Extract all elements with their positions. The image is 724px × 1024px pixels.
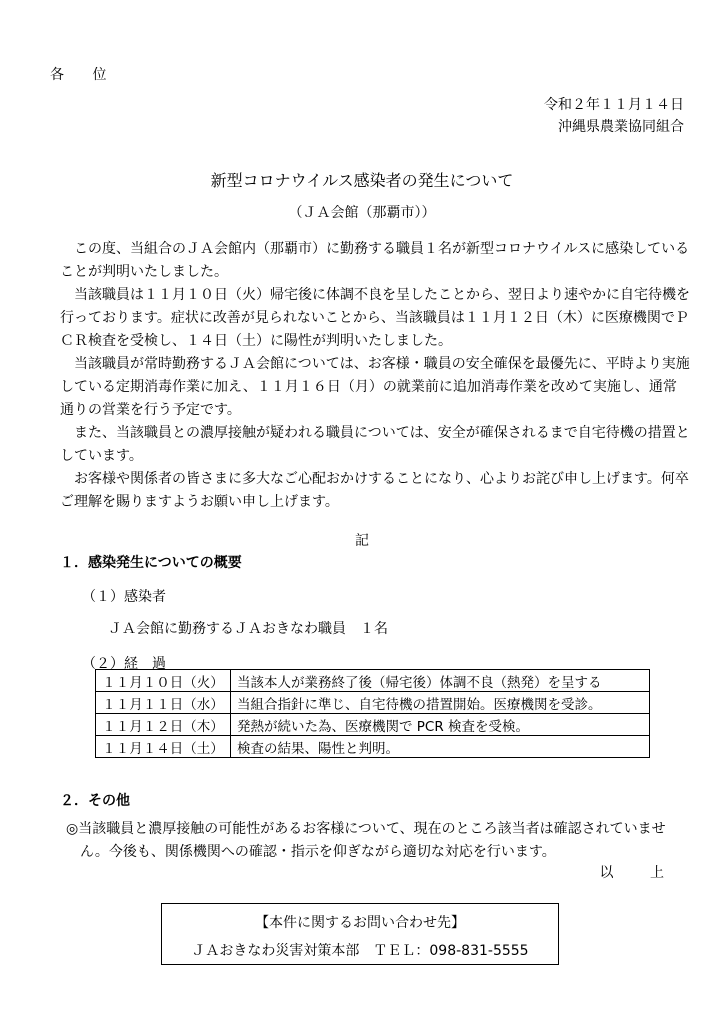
- contact-text: ＪＡおきなわ災害対策本部 ＴＥＬ：098-831-5555: [191, 943, 529, 959]
- timeline-table: [95, 669, 650, 758]
- body-paragraph: 当該職員は１１月１０日（火）帰宅後に体調不良を呈したことから、翌日より速やかに自宅待機を行っております。症状に改善が見られないことから、当該職員は１１月１２日（木）に医療機関でＰＣＲ検査を受検し、１４日（土）に陽性が判明いたしました。: [60, 287, 690, 349]
- table-row: [96, 736, 650, 758]
- body-paragraph: この度、当組合のＪＡ会館内（那覇市）に勤務する職員１名が新型コロナウイルスに感染していることが判明いたしました。: [60, 241, 690, 280]
- document-subtitle: （ＪＡ会館（那覇市））: [288, 205, 436, 221]
- table-row: [96, 714, 650, 736]
- timeline-date: １１月１０日（火）: [96, 670, 231, 692]
- timeline-event: 当該本人が業務終了後（帰宅後）体調不良（熱発）を呈する: [231, 670, 650, 692]
- body-paragraph: お客様や関係者の皆さまに多大なご心配おかけすることになり、心よりお詫び申し上げます。何卒ご理解を賜りますようお願い申し上げます。: [60, 471, 689, 510]
- section2-text-block: [66, 818, 690, 864]
- addressee: 各 位: [50, 67, 119, 83]
- organization-name: 沖縄県農業協同組合: [558, 119, 684, 135]
- infected-heading: （１）感染者: [82, 589, 166, 605]
- contact-heading: 【本件に関するお問い合わせ先】: [255, 915, 465, 931]
- section1-heading: １．感染発生についての概要: [60, 555, 242, 571]
- infected-text: ＪＡ会館に勤務するＪＡおきなわ職員 １名: [108, 621, 388, 637]
- document-title: 新型コロナウイルス感染者の発生について: [210, 171, 514, 190]
- issue-date: 令和２年１１月１４日: [544, 97, 684, 113]
- timeline-event: 当組合指針に準じ、自宅待機の措置開始。医療機関を受診。: [231, 692, 650, 714]
- body-text: [60, 238, 690, 514]
- body-paragraph: 当該職員が常時勤務するＪＡ会館については、お客様・職員の安全確保を最優先に、平時より実施している定期消毒作業に加え、１１月１６日（月）の就業前に追加消毒作業を改めて実施し、通常通りの営業を行う予定です。: [60, 356, 690, 418]
- section2-heading: ２．その他: [60, 793, 130, 809]
- closing-mark: 以 上: [599, 865, 680, 881]
- timeline-event: 検査の結果、陽性と判明。: [231, 736, 650, 758]
- timeline-date: １１月１１日（水）: [96, 692, 231, 714]
- ki-marker: 記: [355, 533, 369, 549]
- body-paragraph: また、当該職員との濃厚接触が疑われる職員については、安全が確保されるまで自宅待機の措置としています。: [60, 425, 690, 464]
- table-row: [96, 670, 650, 692]
- table-row: [96, 692, 650, 714]
- progress-heading: （２）経 過: [82, 656, 166, 672]
- section2-text: ◎当該職員と濃厚接触の可能性があるお客様について、現在のところ該当者は確認されていません。今後も、関係機関への確認・指示を仰ぎながら適切な対応を行います。: [66, 821, 666, 860]
- contact-box: [161, 903, 559, 965]
- timeline-event: 発熱が続いた為、医療機関で PCR 検査を受検。: [231, 714, 650, 736]
- timeline-date: １１月１４日（土）: [96, 736, 231, 758]
- timeline-date: １１月１２日（木）: [96, 714, 231, 736]
